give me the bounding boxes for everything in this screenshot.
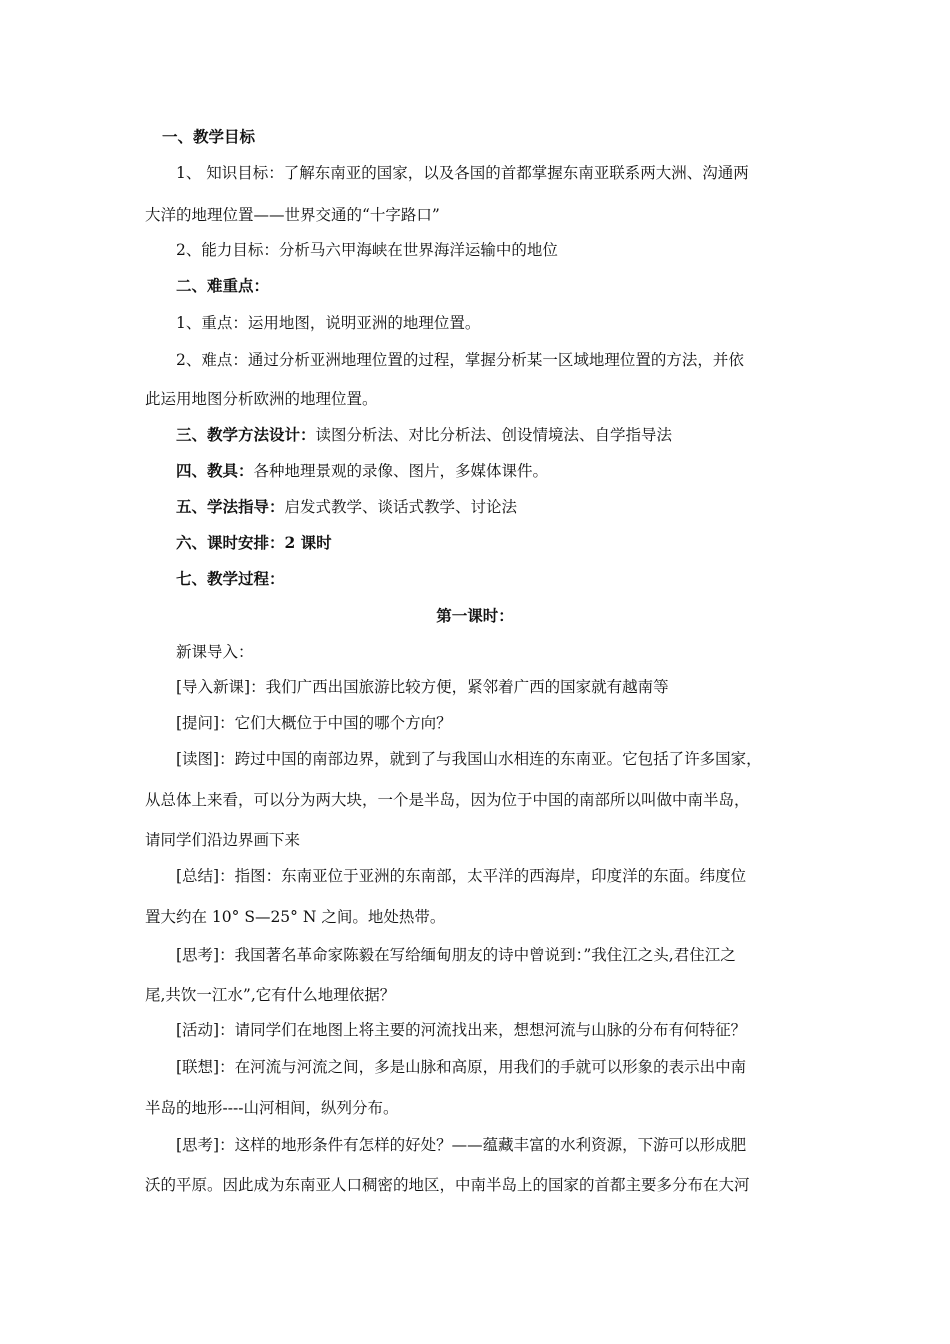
paragraph-think-2-cont: 沃的平原。因此成为东南亚人口稠密的地区，中南半岛上的国家的首都主要多分布在大河	[145, 1176, 750, 1194]
section-text: 读图分析法、对比分析法、创设情境法、自学指导法	[315, 426, 673, 444]
paragraph-summary-cont: 置大约在 10° S—25° N 之间。地处热带。	[145, 908, 446, 926]
section-heading-schedule: 六、课时安排：2 课时	[176, 533, 332, 552]
section-heading-process: 七、教学过程：	[176, 569, 285, 588]
paragraph-lead-in: [导入新课]：我们广西出国旅游比较方便，紧邻着广西的国家就有越南等	[176, 678, 669, 696]
paragraph-think-1-cont: 尾,共饮一江水”,它有什么地理依据？	[145, 986, 396, 1004]
paragraph-difficulty-cont: 此运用地图分析欧洲的地理位置。	[145, 390, 378, 408]
section-heading-objectives: 一、教学目标	[162, 127, 256, 146]
paragraph-knowledge-goal-cont: 大洋的地理位置——世界交通的“十字路口”	[145, 206, 440, 224]
section-learning-guidance	[176, 497, 517, 517]
section-text: 启发式教学、谈话式教学、讨论法	[284, 498, 518, 516]
paragraph-think-1: [思考]：我国著名革命家陈毅在写给缅甸朋友的诗中曾说到：”我住江之头,君住江之	[176, 946, 736, 964]
paragraph-think-2: [思考]：这样的地形条件有怎样的好处？——蕴藏丰富的水利资源，下游可以形成肥	[176, 1136, 747, 1154]
section-label: 四、教具：	[176, 461, 254, 480]
section-heading-key-points: 二、难重点：	[176, 276, 270, 295]
section-label: 五、学法指导：	[176, 497, 285, 516]
section-teaching-methods	[176, 425, 672, 445]
section-text: 各种地理景观的录像、图片，多媒体课件。	[253, 462, 549, 480]
section-teaching-aids	[176, 461, 548, 481]
paragraph-intro: 新课导入：	[176, 643, 254, 661]
paragraph-key-point: 1、重点：运用地图，说明亚洲的地理位置。	[176, 314, 481, 332]
paragraph-question: [提问]：它们大概位于中国的哪个方向？	[176, 714, 452, 732]
paragraph-knowledge-goal: 1、 知识目标：了解东南亚的国家，以及各国的首都掌握东南亚联系两大洲、沟通两	[176, 164, 749, 182]
paragraph-map-reading: [读图]：跨过中国的南部边界，就到了与我国山水相连的东南亚。它包括了许多国家，	[176, 750, 762, 768]
paragraph-map-reading-cont2: 请同学们沿边界画下来	[145, 831, 301, 849]
paragraph-activity: [活动]：请同学们在地图上将主要的河流找出来，想想河流与山脉的分布有何特征？	[176, 1021, 747, 1039]
lesson-title: 第一课时：	[436, 606, 514, 625]
paragraph-association: [联想]：在河流与河流之间，多是山脉和高原，用我们的手就可以形象的表示出中南	[176, 1058, 747, 1076]
paragraph-association-cont: 半岛的地形----山河相间，纵列分布。	[145, 1099, 399, 1117]
paragraph-summary: [总结]：指图：东南亚位于亚洲的东南部，太平洋的西海岸，印度洋的东面。纬度位	[176, 867, 747, 885]
paragraph-ability-goal: 2、能力目标：分析马六甲海峡在世界海洋运输中的地位	[176, 241, 558, 259]
section-label: 三、教学方法设计：	[176, 425, 316, 444]
paragraph-map-reading-cont: 从总体上来看，可以分为两大块，一个是半岛，因为位于中国的南部所以叫做中南半岛，	[145, 791, 750, 809]
paragraph-difficulty: 2、难点：通过分析亚洲地理位置的过程，掌握分析某一区域地理位置的方法，并依	[176, 351, 744, 369]
